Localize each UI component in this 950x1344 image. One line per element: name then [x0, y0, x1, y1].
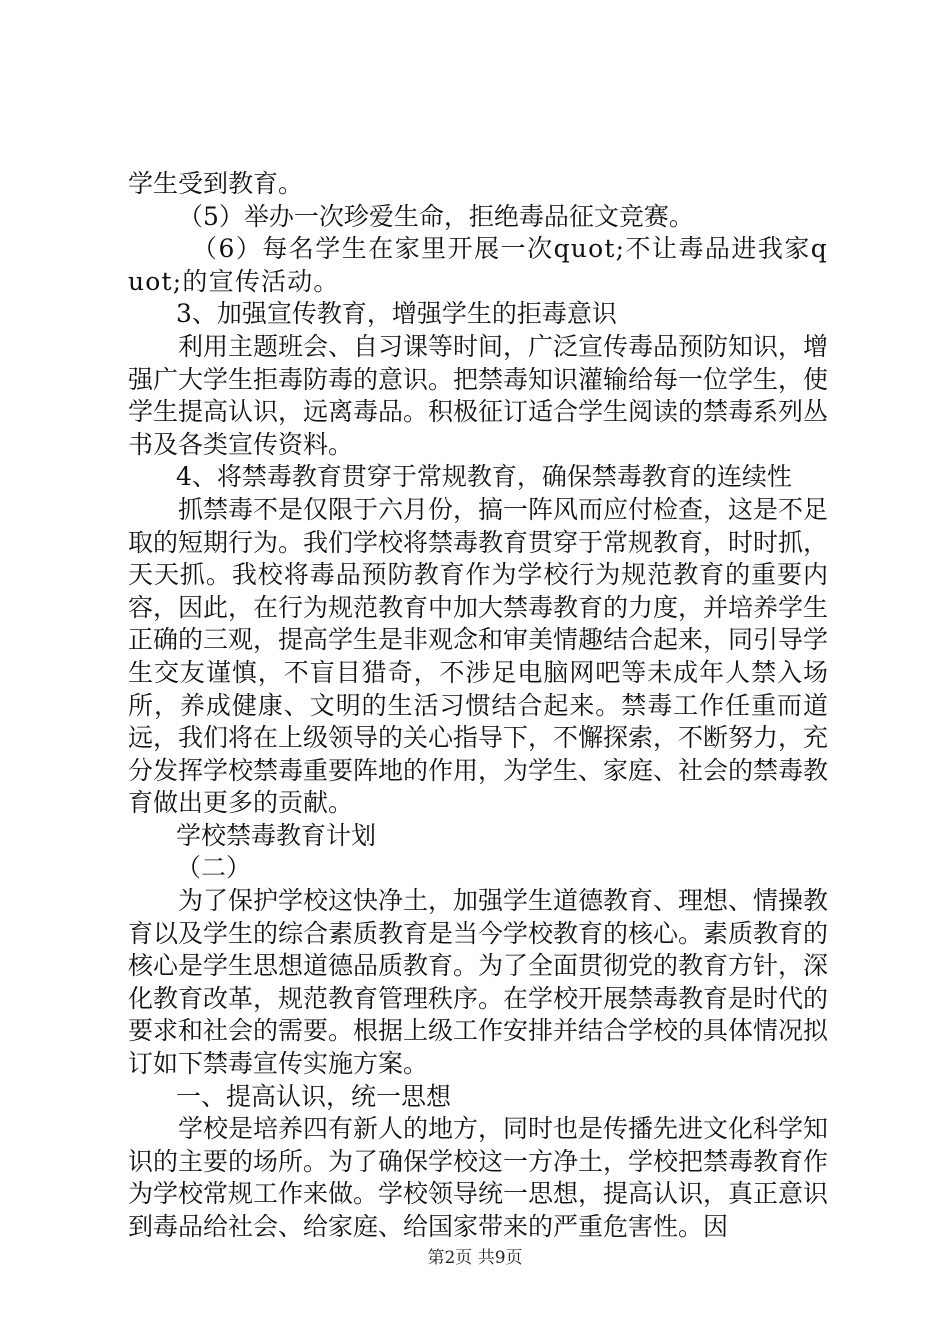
section-heading-one: 一、提高认识，统一思想 [176, 1081, 452, 1111]
section-heading-4: 4、将禁毒教育贯穿于常规教育，确保禁毒教育的连续性 [176, 462, 792, 492]
paragraph-item-6: （6）每名学生在家里开展一次quot;不让毒品进我家quot;的宣传活动。 [128, 234, 828, 296]
document-body [128, 168, 828, 1244]
paragraph-item-5: （5）举办一次珍爱生命，拒绝毒品征文竞赛。 [178, 201, 694, 231]
page-number-footer: 第2页 共9页 [427, 1248, 523, 1268]
paragraph-school-role: 学校是培养四有新人的地方，同时也是传播先进文化科学知识的主要的场所。为了确保学校这一方净土，学校把禁毒教育作为学校常规工作来做。学校领导统一思想，提高认识，真正意识到毒品给社会、给家庭、给国家带来的严重危害性。因 [128, 1114, 829, 1241]
paragraph-publicity: 利用主题班会、自习课等时间，广泛宣传毒品预防知识，增强广大学生拒毒防毒的意识。把禁毒知识灌输给每一位学生，使学生提高认识，远离毒品。积极征订适合学生阅读的禁毒系列丛书及各类宣传资料。 [128, 331, 829, 459]
document-subtitle: 学校禁毒教育计划 [176, 820, 377, 850]
section-number: （二） [176, 853, 252, 883]
section-heading-3: 3、加强宣传教育，增强学生的拒毒意识 [176, 299, 617, 329]
paragraph-routine-education: 抓禁毒不是仅限于六月份，搞一阵风而应付检查，这是不足取的短期行为。我们学校将禁毒教育贯穿于常规教育，时时抓，天天抓。我校将毒品预防教育作为学校行为规范教育的重要内容，因此，在行为规范教育中加大禁毒教育的力度，并培养学生正确的三观，提高学生是非观念和审美情趣结合起来，同引导学生交友谨慎，不盲目猎奇，不涉足电脑网吧等未成年人禁入场所，养成健康、文明的生活习惯结合起来。禁毒工作任重而道远，我们将在上级领导的关心指导下，不懈探索，不断努力，充分发挥学校禁毒重要阵地的作用，为学生、家庭、社会的禁毒教育做出更多的贡献。 [128, 494, 829, 818]
paragraph-continuation: 学生受到教育。 [128, 169, 304, 198]
paragraph-introduction: 为了保护学校这快净土，加强学生道德教育、理想、情操教育以及学生的综合素质教育是当今学校教育的核心。素质教育的核心是学生思想道德品质教育。为了全面贯彻党的教育方针，深化教育改革，规范教育管理秩序。在学校开展禁毒教育是时代的要求和社会的需要。根据上级工作安排并结合学校的具体情况拟订如下禁毒宣传实施方案。 [128, 886, 829, 1079]
